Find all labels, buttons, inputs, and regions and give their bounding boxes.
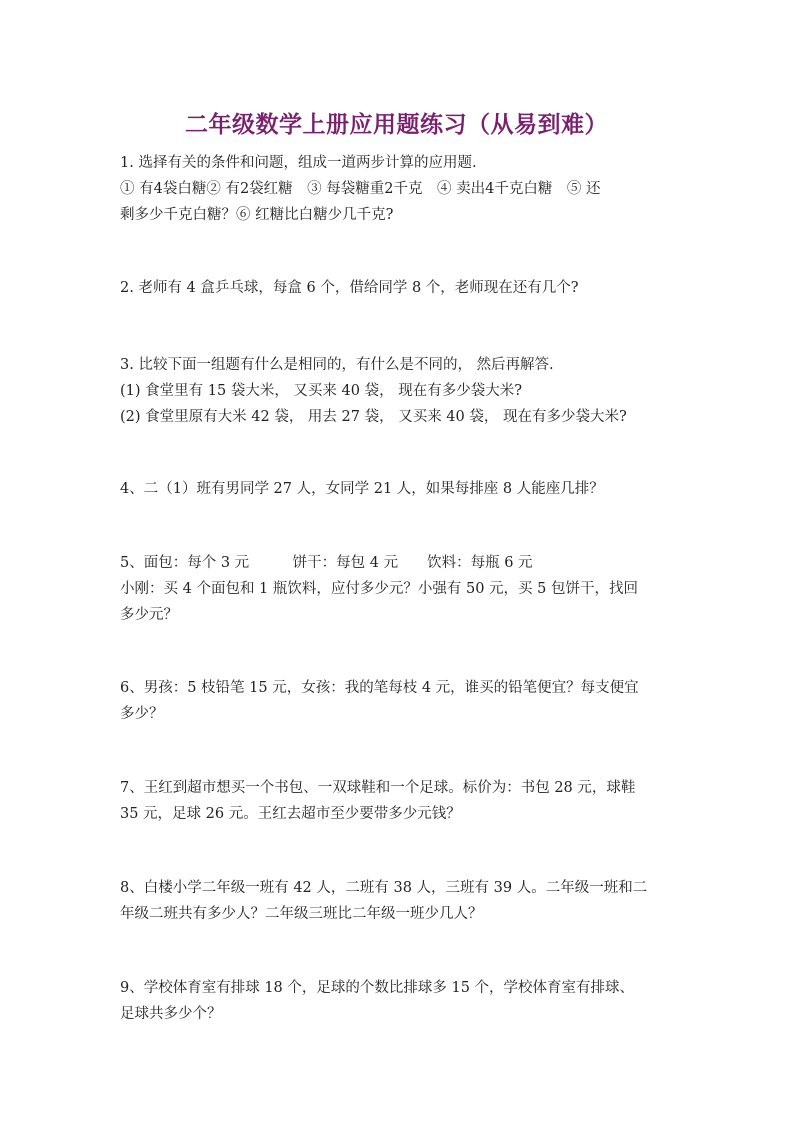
- question-6-line-1: 6、男孩：5 枝铅笔 15 元，女孩：我的笔每枝 4 元，谁买的铅笔便宜？每支便宜: [120, 680, 639, 696]
- question-9-line-2: 足球共多少个？: [120, 1006, 222, 1022]
- question-7-line-1: 7、王红到超市想买一个书包、一双球鞋和一个足球。标价为：书包 28 元，球鞋: [120, 780, 636, 796]
- question-8: [120, 875, 680, 927]
- question-2-line-1: 2. 老师有 4 盒乒乓球，每盒 6 个，借给同学 8 个，老师现在还有几个?: [120, 280, 579, 296]
- question-2: [120, 275, 680, 301]
- question-9: [120, 975, 680, 1027]
- question-4: [120, 476, 680, 502]
- question-3-line-3: (2) 食堂里原有大米 42 袋， 用去 27 袋， 又买来 40 袋， 现在有多少袋大米?: [120, 409, 627, 425]
- question-1: [120, 150, 680, 228]
- question-1-line-2: ① 有4袋白糖② 有2袋红糖 ③ 每袋糖重2千克 ④ 卖出4千克白糖 ⑤ 还: [120, 181, 601, 197]
- question-5-line-3: 多少元？: [120, 607, 178, 623]
- question-5: [120, 550, 680, 628]
- question-5-line-2: 小刚：买 4 个面包和 1 瓶饮料，应付多少元？小强有 50 元，买 5 包饼干，找回: [120, 581, 638, 597]
- question-3: [120, 352, 680, 430]
- question-9-line-1: 9、学校体育室有排球 18 个，足球的个数比排球多 15 个，学校体育室有排球、: [120, 980, 635, 996]
- question-4-line-1: 4、二（1）班有男同学 27 人，女同学 21 人，如果每排座 8 人能座几排？: [120, 481, 604, 497]
- question-5-line-1: 5、面包：每个 3 元 饼干：每包 4 元 饮料：每瓶 6 元: [120, 555, 533, 571]
- question-7: [120, 775, 680, 827]
- question-6: [120, 675, 680, 727]
- question-8-line-1: 8、白楼小学二年级一班有 42 人，二班有 38 人，三班有 39 人。二年级一班和二: [120, 880, 648, 896]
- question-3-line-1: 3. 比较下面一组题有什么是相同的，有什么是不同的， 然后再解答.: [120, 357, 554, 373]
- document-title: 二年级数学上册应用题练习（从易到难）: [185, 112, 608, 138]
- question-3-line-2: (1) 食堂里有 15 袋大米， 又买来 40 袋， 现在有多少袋大米?: [120, 383, 522, 399]
- question-1-line-1: 1. 选择有关的条件和问题，组成一道两步计算的应用题.: [120, 155, 477, 171]
- question-7-line-2: 35 元，足球 26 元。王红去超市至少要带多少元钱？: [120, 806, 461, 822]
- question-1-line-3: 剩多少千克白糖？⑥ 红糖比白糖少几千克?: [120, 207, 394, 223]
- question-6-line-2: 多少？: [120, 706, 164, 722]
- question-8-line-2: 年级二班共有多少人？二年级三班比二年级一班少几人？: [120, 906, 483, 922]
